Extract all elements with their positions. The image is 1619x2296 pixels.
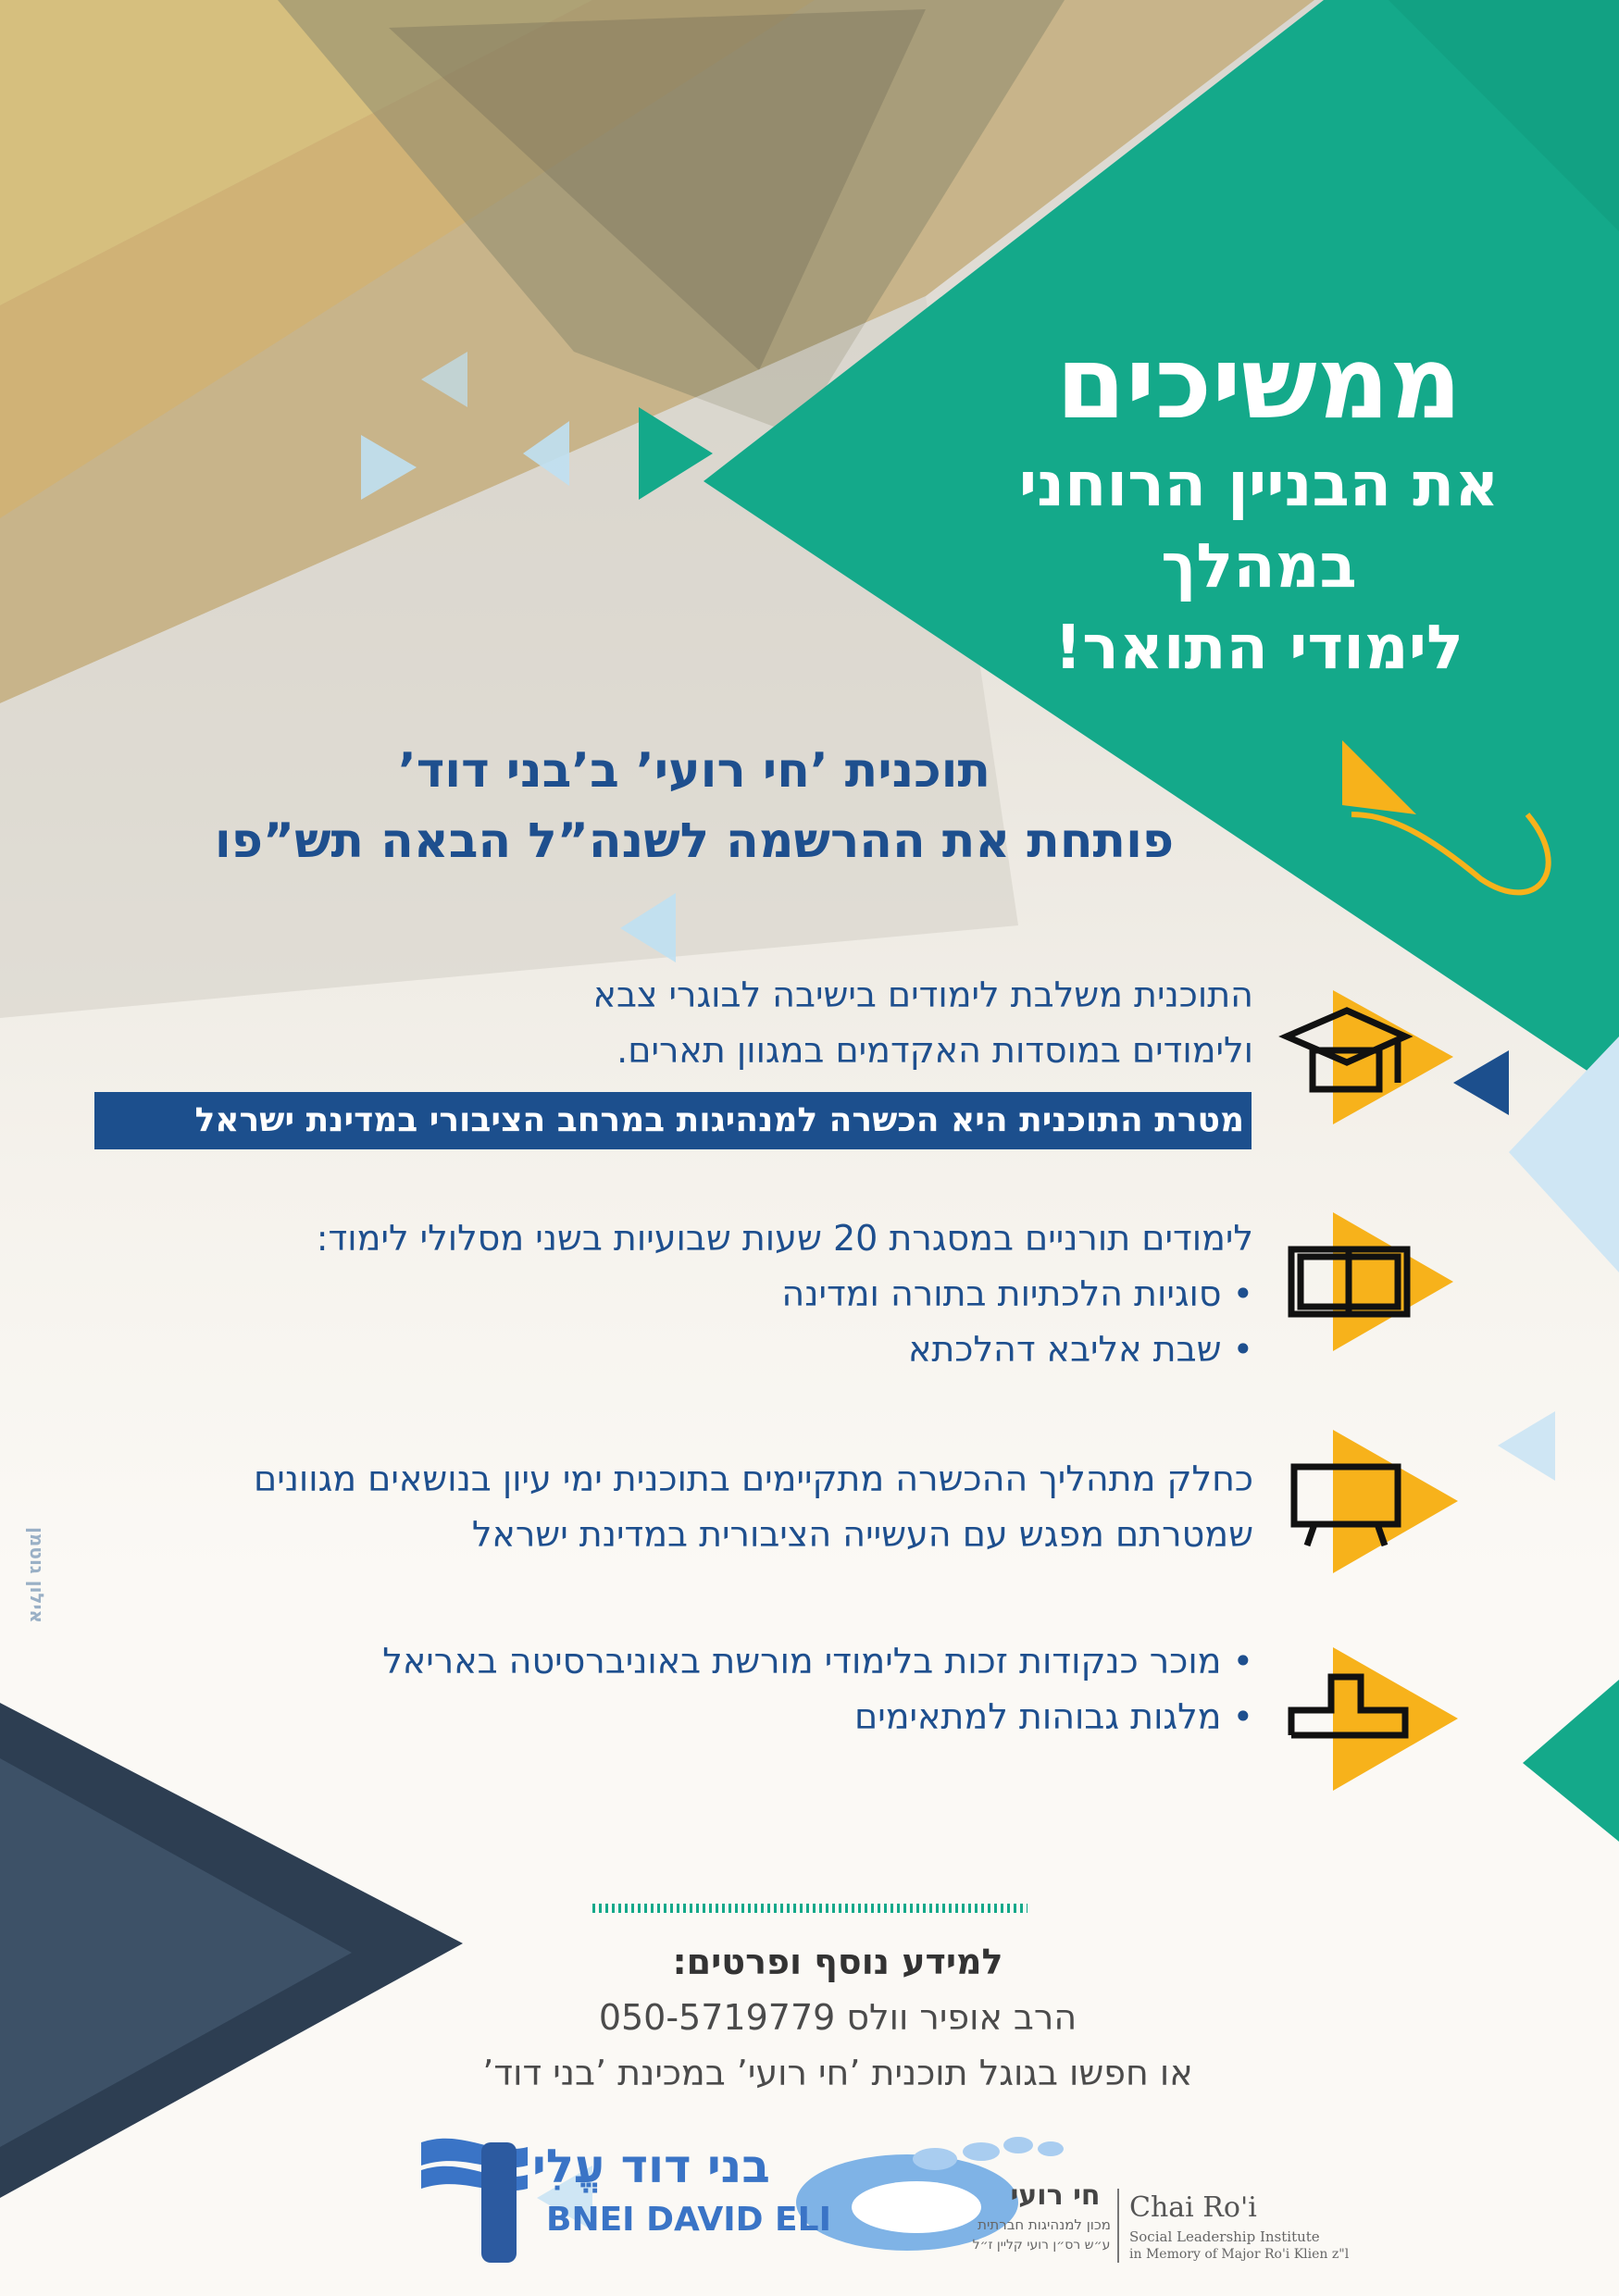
chai-roi-logo-hebrew-sub1: מכון למנהיגות חברתית bbox=[978, 2216, 1111, 2233]
right-navy-triangle bbox=[1453, 1050, 1509, 1115]
subtitle-line: תוכנית ’חי רועי’ ב’בני דוד’ bbox=[397, 743, 991, 799]
bnei-david-logo-english: BNEI DAVID ELI bbox=[546, 2201, 831, 2239]
section-seminar-days bbox=[254, 1451, 1253, 1562]
headline-sub bbox=[953, 444, 1564, 689]
chai-roi-logo-english-sub2: in Memory of Major Ro'i Klien z"l bbox=[1129, 2247, 1350, 2262]
program-goal-bar: מטרת התוכנית היא הכשרה למנהיגות במרחב הציבורי במדינת ישראל bbox=[94, 1092, 1252, 1149]
bullet-item: • סוגיות הלכתיות בתורה ומדינה bbox=[317, 1266, 1253, 1322]
right-blue-triangle-a bbox=[1509, 1036, 1619, 1272]
contact-phone: הרב אופיר וולס 050-5719779 bbox=[598, 1997, 1077, 2038]
section-text-line: כחלק מתהליך ההכשרה מתקיימים בתוכנית ימי עיון בנושאים מגוונים bbox=[254, 1458, 1253, 1499]
section-text-line: שמטרתם מפגש עם העשייה הציבורית במדינת ישראל bbox=[471, 1514, 1253, 1555]
yellow-triangle-4 bbox=[1333, 1647, 1458, 1791]
bullet-item: • מוכר כנקודות זכות בלימודי מורשת באוניברסיטה באריאל bbox=[382, 1633, 1253, 1689]
headline-sub-line: במהלך bbox=[1161, 530, 1357, 602]
chai-roi-logo-english-sub1: Social Leadership Institute bbox=[1129, 2228, 1320, 2245]
section-credits-scholarships bbox=[382, 1633, 1253, 1744]
bnei-david-logo-mark bbox=[421, 2139, 528, 2263]
chai-roi-logo-hebrew: חי רועי bbox=[1010, 2179, 1101, 2212]
bnei-david-logo-hebrew: בני דוד עֱלִי bbox=[532, 2140, 770, 2193]
photo-credit-text: אילון גוטמן bbox=[26, 1527, 48, 1623]
program-subtitle bbox=[204, 736, 1185, 876]
right-green-triangle bbox=[1523, 1680, 1619, 1842]
headline-sub-line: לימודי התואר! bbox=[1054, 612, 1463, 683]
contact-heading: למידע נוסף ופרטים: bbox=[672, 1942, 1003, 1982]
headline-sub-line: את הבניין הרוחני bbox=[1018, 449, 1500, 520]
section-program-intro bbox=[593, 967, 1253, 1078]
chai-roi-logo-hebrew-sub2: ע״ש רס״ן רועי קליין ז״ל bbox=[972, 2238, 1111, 2253]
section-text-line: לימודים תורניים במסגרת 20 שעות שבועיות בשני מסלולי לימוד: bbox=[316, 1218, 1253, 1259]
section-torah-studies bbox=[317, 1210, 1253, 1377]
chai-roi-logo-english: Chai Ro'i bbox=[1129, 2191, 1257, 2224]
subtitle-line: פותחת את ההרשמה לשנה”ל הבאה תש”פו bbox=[214, 813, 1175, 869]
bullet-item: • מלגות גבוהות למתאימים bbox=[382, 1689, 1253, 1744]
headline-main: ממשיכים bbox=[1055, 326, 1463, 441]
section-text-line: ולימודים במוסדות האקדמים במגוון תארים. bbox=[616, 1030, 1253, 1071]
photo-credit bbox=[9, 1499, 65, 1666]
bullet-item: • שבת אליבא דהלכתא bbox=[317, 1322, 1253, 1377]
contact-search-hint: או חפשו בגוגל תוכנית ’חי רועי’ במכינת ’בני דוד’ bbox=[482, 2053, 1193, 2093]
right-blue-triangle-b bbox=[1498, 1411, 1555, 1481]
section-text-line: התוכנית משלבת לימודים בישיבה לבוגרי צבא bbox=[592, 974, 1253, 1015]
